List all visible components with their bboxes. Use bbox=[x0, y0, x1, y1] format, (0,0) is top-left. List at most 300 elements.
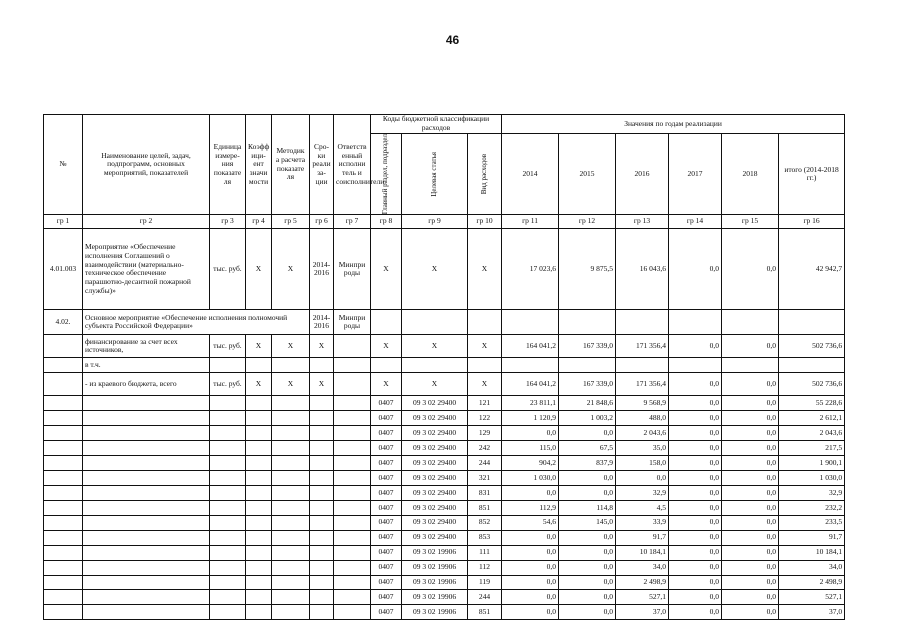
detail-row bbox=[44, 470, 845, 485]
detail-row bbox=[44, 396, 845, 411]
row-unit: тыс. руб. bbox=[210, 229, 246, 310]
empty-cell bbox=[246, 426, 272, 441]
detail-row bbox=[44, 411, 845, 426]
row-code-type: 112 bbox=[468, 560, 502, 575]
value-2018: 0,0 bbox=[722, 500, 779, 515]
empty-cell bbox=[272, 515, 310, 530]
value-2014: 17 023,6 bbox=[502, 229, 559, 310]
empty-cell bbox=[210, 456, 246, 471]
empty-cell bbox=[210, 396, 246, 411]
empty-cell bbox=[210, 590, 246, 605]
value-2018: 0,0 bbox=[722, 373, 779, 396]
value-2017: 0,0 bbox=[669, 396, 722, 411]
row-code-section: Х bbox=[371, 373, 402, 396]
empty-cell bbox=[246, 456, 272, 471]
value-2015: 0,0 bbox=[559, 575, 616, 590]
value-2018: 0,0 bbox=[722, 605, 779, 620]
empty-cell bbox=[616, 358, 669, 373]
row-number: 4.01.003 bbox=[44, 229, 83, 310]
empty-cell bbox=[44, 335, 83, 358]
row-code-section: 0407 bbox=[371, 560, 402, 575]
empty-cell bbox=[83, 456, 210, 471]
row-code-section: 0407 bbox=[371, 530, 402, 545]
empty-cell bbox=[559, 310, 616, 335]
gr-label: гр 5 bbox=[272, 215, 310, 229]
value-2017: 0,0 bbox=[669, 485, 722, 500]
value-2014: 904,2 bbox=[502, 456, 559, 471]
header-total: итого (2014-2018 гг.) bbox=[779, 134, 845, 215]
empty-cell bbox=[334, 560, 371, 575]
value-total: 217,5 bbox=[779, 441, 845, 456]
empty-cell bbox=[334, 530, 371, 545]
row-code-target: 09 3 02 29400 bbox=[402, 456, 468, 471]
value-2016: 33,9 bbox=[616, 515, 669, 530]
value-2015: 0,0 bbox=[559, 560, 616, 575]
header-code-section: Главный раздел, подраздел bbox=[371, 134, 402, 215]
empty-cell bbox=[83, 441, 210, 456]
value-2016: 171 356,4 bbox=[616, 335, 669, 358]
value-total: 233,5 bbox=[779, 515, 845, 530]
gr-label: гр 13 bbox=[616, 215, 669, 229]
empty-cell bbox=[210, 500, 246, 515]
row-code-type: 129 bbox=[468, 426, 502, 441]
value-2016: 171 356,4 bbox=[616, 373, 669, 396]
empty-cell bbox=[310, 560, 334, 575]
value-2014: 0,0 bbox=[502, 575, 559, 590]
value-2016: 91,7 bbox=[616, 530, 669, 545]
empty-cell bbox=[272, 545, 310, 560]
empty-cell bbox=[334, 545, 371, 560]
header-year-2016: 2016 bbox=[616, 134, 669, 215]
value-2018: 0,0 bbox=[722, 545, 779, 560]
row-terms: 2014-2016 bbox=[310, 229, 334, 310]
value-2017: 0,0 bbox=[669, 411, 722, 426]
empty-cell bbox=[334, 470, 371, 485]
row-name: Основное мероприятие «Обеспечение исполнения полномочий субъекта Российской Федерации» bbox=[83, 310, 310, 335]
value-2016: 10 184,1 bbox=[616, 545, 669, 560]
value-2014: 0,0 bbox=[502, 560, 559, 575]
empty-cell bbox=[83, 560, 210, 575]
row-code-type: 321 bbox=[468, 470, 502, 485]
empty-cell bbox=[272, 590, 310, 605]
value-2015: 21 848,6 bbox=[559, 396, 616, 411]
gr-label: гр 1 bbox=[44, 215, 83, 229]
value-2016: 158,0 bbox=[616, 456, 669, 471]
row-financing-all-sources bbox=[44, 335, 845, 358]
empty-cell bbox=[371, 310, 402, 335]
empty-cell bbox=[272, 470, 310, 485]
empty-cell bbox=[272, 485, 310, 500]
empty-cell bbox=[83, 396, 210, 411]
empty-cell bbox=[246, 590, 272, 605]
empty-cell bbox=[310, 470, 334, 485]
value-total: 32,9 bbox=[779, 485, 845, 500]
gr-label: гр 15 bbox=[722, 215, 779, 229]
value-2017: 0,0 bbox=[669, 426, 722, 441]
empty-cell bbox=[246, 575, 272, 590]
value-2017: 0,0 bbox=[669, 500, 722, 515]
value-2014: 0,0 bbox=[502, 530, 559, 545]
detail-row bbox=[44, 441, 845, 456]
empty-cell bbox=[616, 310, 669, 335]
empty-cell bbox=[44, 470, 83, 485]
empty-cell bbox=[402, 310, 468, 335]
empty-cell bbox=[83, 590, 210, 605]
empty-cell bbox=[44, 456, 83, 471]
empty-cell bbox=[83, 426, 210, 441]
row-code-target: 09 3 02 29400 bbox=[402, 441, 468, 456]
value-2015: 114,8 bbox=[559, 500, 616, 515]
row-coef: Х bbox=[246, 373, 272, 396]
value-2016: 2 043,6 bbox=[616, 426, 669, 441]
empty-cell bbox=[44, 590, 83, 605]
row-code-type: 851 bbox=[468, 605, 502, 620]
empty-cell bbox=[371, 358, 402, 373]
row-code-target: 09 3 02 29400 bbox=[402, 530, 468, 545]
detail-row bbox=[44, 456, 845, 471]
value-2016: 34,0 bbox=[616, 560, 669, 575]
gr-label: гр 8 bbox=[371, 215, 402, 229]
empty-cell bbox=[334, 605, 371, 620]
value-2016: 16 043,6 bbox=[616, 229, 669, 310]
row-code-target: 09 3 02 29400 bbox=[402, 500, 468, 515]
gr-label: гр 16 bbox=[779, 215, 845, 229]
detail-row bbox=[44, 545, 845, 560]
row-terms: Х bbox=[310, 335, 334, 358]
value-2017: 0,0 bbox=[669, 470, 722, 485]
value-2016: 32,9 bbox=[616, 485, 669, 500]
empty-cell bbox=[722, 358, 779, 373]
row-code-type: 111 bbox=[468, 545, 502, 560]
row-code-section: 0407 bbox=[371, 470, 402, 485]
value-2016: 9 568,9 bbox=[616, 396, 669, 411]
empty-cell bbox=[310, 485, 334, 500]
empty-cell bbox=[310, 515, 334, 530]
header-year-2014: 2014 bbox=[502, 134, 559, 215]
empty-cell bbox=[310, 396, 334, 411]
value-2017: 0,0 bbox=[669, 456, 722, 471]
value-2018: 0,0 bbox=[722, 441, 779, 456]
row-code-target: 09 3 02 29400 bbox=[402, 485, 468, 500]
value-total: 2 043,6 bbox=[779, 426, 845, 441]
value-2016: 488,0 bbox=[616, 411, 669, 426]
value-2015: 145,0 bbox=[559, 515, 616, 530]
gr-label: гр 9 bbox=[402, 215, 468, 229]
empty-cell bbox=[246, 470, 272, 485]
row-code-target: 09 3 02 19906 bbox=[402, 590, 468, 605]
value-2018: 0,0 bbox=[722, 396, 779, 411]
value-2017: 0,0 bbox=[669, 441, 722, 456]
empty-cell bbox=[310, 590, 334, 605]
column-number-row bbox=[44, 215, 845, 229]
value-2014: 0,0 bbox=[502, 605, 559, 620]
row-code-target: 09 3 02 29400 bbox=[402, 470, 468, 485]
value-2017: 0,0 bbox=[669, 560, 722, 575]
empty-cell bbox=[272, 456, 310, 471]
empty-cell bbox=[334, 456, 371, 471]
empty-cell bbox=[83, 575, 210, 590]
value-2016: 0,0 bbox=[616, 470, 669, 485]
empty-cell bbox=[246, 500, 272, 515]
value-2014: 0,0 bbox=[502, 545, 559, 560]
value-2015: 0,0 bbox=[559, 605, 616, 620]
row-code-target: Х bbox=[402, 373, 468, 396]
value-2016: 2 498,9 bbox=[616, 575, 669, 590]
empty-cell bbox=[246, 515, 272, 530]
detail-row bbox=[44, 426, 845, 441]
value-2014: 0,0 bbox=[502, 485, 559, 500]
empty-cell bbox=[210, 560, 246, 575]
row-code-section: 0407 bbox=[371, 396, 402, 411]
value-total: 232,2 bbox=[779, 500, 845, 515]
empty-cell bbox=[272, 358, 310, 373]
row-code-section: 0407 bbox=[371, 515, 402, 530]
empty-cell bbox=[402, 358, 468, 373]
value-total: 34,0 bbox=[779, 560, 845, 575]
row-code-section: 0407 bbox=[371, 590, 402, 605]
empty-cell bbox=[334, 335, 371, 358]
row-regional-budget bbox=[44, 373, 845, 396]
empty-cell bbox=[334, 396, 371, 411]
empty-cell bbox=[210, 575, 246, 590]
row-code-section: 0407 bbox=[371, 575, 402, 590]
empty-cell bbox=[669, 358, 722, 373]
row-code-type: 119 bbox=[468, 575, 502, 590]
value-2017: 0,0 bbox=[669, 335, 722, 358]
empty-cell bbox=[272, 426, 310, 441]
row-code-type: 852 bbox=[468, 515, 502, 530]
header-coef: Коэфф ици-ент значи мости bbox=[246, 115, 272, 215]
value-2017: 0,0 bbox=[669, 575, 722, 590]
empty-cell bbox=[468, 358, 502, 373]
row-unit: тыс. руб. bbox=[210, 373, 246, 396]
empty-cell bbox=[272, 530, 310, 545]
row-code-target: 09 3 02 29400 bbox=[402, 411, 468, 426]
empty-cell bbox=[334, 426, 371, 441]
empty-cell bbox=[334, 373, 371, 396]
detail-row bbox=[44, 590, 845, 605]
detail-row bbox=[44, 560, 845, 575]
empty-cell bbox=[44, 545, 83, 560]
header-responsible: Ответств енный исполни тель и соисполнители bbox=[334, 115, 371, 215]
value-2014: 164 041,2 bbox=[502, 373, 559, 396]
program-table bbox=[43, 114, 845, 620]
value-2017: 0,0 bbox=[669, 515, 722, 530]
value-2014: 0,0 bbox=[502, 426, 559, 441]
value-2018: 0,0 bbox=[722, 470, 779, 485]
empty-cell bbox=[246, 605, 272, 620]
empty-cell bbox=[310, 545, 334, 560]
row-code-type: 122 bbox=[468, 411, 502, 426]
empty-cell bbox=[83, 500, 210, 515]
empty-cell bbox=[210, 411, 246, 426]
empty-cell bbox=[246, 530, 272, 545]
value-2015: 0,0 bbox=[559, 426, 616, 441]
value-2016: 527,1 bbox=[616, 590, 669, 605]
empty-cell bbox=[246, 441, 272, 456]
value-2018: 0,0 bbox=[722, 335, 779, 358]
empty-cell bbox=[44, 515, 83, 530]
empty-cell bbox=[310, 411, 334, 426]
row-number: 4.02. bbox=[44, 310, 83, 335]
empty-cell bbox=[246, 485, 272, 500]
gr-label: гр 4 bbox=[246, 215, 272, 229]
empty-cell bbox=[334, 515, 371, 530]
row-code-type: Х bbox=[468, 373, 502, 396]
row-code-type: 831 bbox=[468, 485, 502, 500]
empty-cell bbox=[210, 605, 246, 620]
row-code-section: 0407 bbox=[371, 411, 402, 426]
row-code-target: 09 3 02 29400 bbox=[402, 396, 468, 411]
empty-cell bbox=[44, 530, 83, 545]
empty-cell bbox=[246, 396, 272, 411]
empty-cell bbox=[334, 590, 371, 605]
header-method: Методик а расчета показате ля bbox=[272, 115, 310, 215]
gr-label: гр 10 bbox=[468, 215, 502, 229]
empty-cell bbox=[272, 411, 310, 426]
row-method: Х bbox=[272, 373, 310, 396]
value-total: 10 184,1 bbox=[779, 545, 845, 560]
row-code-section: 0407 bbox=[371, 500, 402, 515]
empty-cell bbox=[44, 500, 83, 515]
empty-cell bbox=[246, 545, 272, 560]
empty-cell bbox=[722, 310, 779, 335]
row-coef: Х bbox=[246, 335, 272, 358]
row-method: Х bbox=[272, 229, 310, 310]
row-code-type: Х bbox=[468, 335, 502, 358]
empty-cell bbox=[44, 575, 83, 590]
row-terms: Х bbox=[310, 373, 334, 396]
empty-cell bbox=[310, 426, 334, 441]
value-2014: 23 811,1 bbox=[502, 396, 559, 411]
empty-cell bbox=[44, 560, 83, 575]
header-budget-codes: Коды бюджетной классификации расходов bbox=[371, 115, 502, 134]
value-2018: 0,0 bbox=[722, 426, 779, 441]
row-name: Мероприятие «Обеспечение исполнения Соглашений о взаимодействии (материально-техническое обеспечение парашютно-десантной пожарной службы)» bbox=[83, 229, 210, 310]
value-total: 42 942,7 bbox=[779, 229, 845, 310]
value-2016: 35,0 bbox=[616, 441, 669, 456]
empty-cell bbox=[334, 441, 371, 456]
value-2015: 0,0 bbox=[559, 590, 616, 605]
value-2017: 0,0 bbox=[669, 530, 722, 545]
empty-cell bbox=[669, 310, 722, 335]
empty-cell bbox=[210, 485, 246, 500]
value-2015: 167 339,0 bbox=[559, 373, 616, 396]
empty-cell bbox=[334, 411, 371, 426]
detail-row bbox=[44, 605, 845, 620]
row-code-section: 0407 bbox=[371, 485, 402, 500]
empty-cell bbox=[210, 530, 246, 545]
value-2017: 0,0 bbox=[669, 229, 722, 310]
row-name: - из краевого бюджета, всего bbox=[83, 373, 210, 396]
value-2018: 0,0 bbox=[722, 590, 779, 605]
gr-label: гр 11 bbox=[502, 215, 559, 229]
value-2015: 9 875,5 bbox=[559, 229, 616, 310]
value-2014: 54,6 bbox=[502, 515, 559, 530]
value-total: 502 736,6 bbox=[779, 373, 845, 396]
value-2015: 0,0 bbox=[559, 545, 616, 560]
empty-cell bbox=[44, 605, 83, 620]
row-code-target: 09 3 02 19906 bbox=[402, 545, 468, 560]
empty-cell bbox=[468, 310, 502, 335]
detail-row bbox=[44, 575, 845, 590]
empty-cell bbox=[272, 605, 310, 620]
empty-cell bbox=[83, 605, 210, 620]
empty-cell bbox=[559, 358, 616, 373]
value-total: 2 498,9 bbox=[779, 575, 845, 590]
empty-cell bbox=[83, 545, 210, 560]
value-2014: 0,0 bbox=[502, 590, 559, 605]
empty-cell bbox=[502, 310, 559, 335]
value-total: 37,0 bbox=[779, 605, 845, 620]
empty-cell bbox=[334, 500, 371, 515]
row-code-target: Х bbox=[402, 229, 468, 310]
row-coef: Х bbox=[246, 229, 272, 310]
row-code-section: Х bbox=[371, 229, 402, 310]
empty-cell bbox=[779, 310, 845, 335]
gr-label: гр 2 bbox=[83, 215, 210, 229]
row-code-type: 244 bbox=[468, 590, 502, 605]
row-unit: тыс. руб. bbox=[210, 335, 246, 358]
empty-cell bbox=[272, 560, 310, 575]
empty-cell bbox=[210, 470, 246, 485]
value-2015: 837,9 bbox=[559, 456, 616, 471]
detail-row bbox=[44, 500, 845, 515]
empty-cell bbox=[210, 515, 246, 530]
empty-cell bbox=[310, 605, 334, 620]
gr-label: гр 14 bbox=[669, 215, 722, 229]
detail-row bbox=[44, 515, 845, 530]
empty-cell bbox=[44, 441, 83, 456]
empty-cell bbox=[83, 411, 210, 426]
value-2017: 0,0 bbox=[669, 590, 722, 605]
empty-cell bbox=[310, 441, 334, 456]
value-2014: 1 030,0 bbox=[502, 470, 559, 485]
empty-cell bbox=[44, 358, 83, 373]
value-2014: 1 120,9 bbox=[502, 411, 559, 426]
header-terms: Сро-ки реали за-ции bbox=[310, 115, 334, 215]
empty-cell bbox=[210, 545, 246, 560]
row-code-type: 242 bbox=[468, 441, 502, 456]
value-2016: 4,5 bbox=[616, 500, 669, 515]
detail-row bbox=[44, 530, 845, 545]
row-code-section: Х bbox=[371, 335, 402, 358]
row-code-section: 0407 bbox=[371, 426, 402, 441]
row-responsible: Минпри роды bbox=[334, 229, 371, 310]
empty-cell bbox=[83, 515, 210, 530]
header-num: № bbox=[44, 115, 83, 215]
empty-cell bbox=[44, 426, 83, 441]
row-code-type: Х bbox=[468, 229, 502, 310]
detail-rows bbox=[44, 396, 845, 620]
value-2015: 167 339,0 bbox=[559, 335, 616, 358]
value-2014: 164 041,2 bbox=[502, 335, 559, 358]
empty-cell bbox=[334, 575, 371, 590]
empty-cell bbox=[310, 456, 334, 471]
row-code-type: 851 bbox=[468, 500, 502, 515]
row-code-type: 244 bbox=[468, 456, 502, 471]
empty-cell bbox=[44, 396, 83, 411]
empty-cell bbox=[44, 485, 83, 500]
header-values-by-year: Значения по годам реализации bbox=[502, 115, 845, 134]
empty-cell bbox=[310, 500, 334, 515]
empty-cell bbox=[779, 358, 845, 373]
empty-cell bbox=[272, 441, 310, 456]
row-name: финансирование за счет всех источников, bbox=[83, 335, 210, 358]
empty-cell bbox=[246, 358, 272, 373]
row-4-01-003 bbox=[44, 229, 845, 310]
value-2018: 0,0 bbox=[722, 229, 779, 310]
